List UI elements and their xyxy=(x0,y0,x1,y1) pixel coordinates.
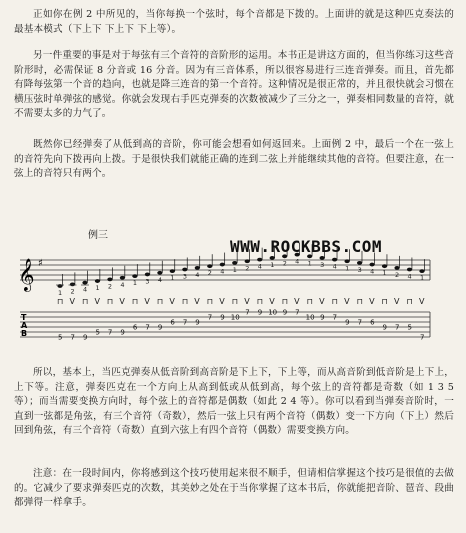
treble-clef-icon: 𝄞 xyxy=(18,258,35,291)
note-head xyxy=(419,269,424,273)
fingering-number: 2 xyxy=(107,282,113,291)
fingering-number: 1 xyxy=(95,284,100,293)
paragraph-2: 另一件重要的事是对于每弦有三个音符的音阶形的运用。本书正是讲这方面的，但当你练习这些音阶形时，必需保证 8 分音或 16 分音。因为有三音体系，所以很容易进行三连音弹奏。而且，首先都有降每弦第一个音的趋向，也就是降三连音的第一个音符。这种情况是很正常的，并且很快就会习惯在横压弦时单弹弦的感觉。你就会发现右手匹克弹奏的次数被减少了三分之一，弹奏相同数量的音符，就不需要太多的力气了。 xyxy=(14,50,454,120)
note-head xyxy=(369,263,374,267)
tab-number: 9 xyxy=(157,323,163,332)
fingering-number: 3 xyxy=(357,265,362,274)
pick-direction-group xyxy=(57,297,425,306)
fingering-number: 3 xyxy=(145,277,150,286)
pick-down-icon: ⊓ xyxy=(381,297,388,306)
note-head xyxy=(95,279,100,283)
pick-up-icon: V xyxy=(319,297,325,306)
fingering-number: 1 xyxy=(382,269,387,278)
fingering-number: 4 xyxy=(195,270,200,279)
fingering-number: 1 xyxy=(420,274,425,283)
sharp-icon: ♯ xyxy=(38,258,43,269)
tab-letter-b: B xyxy=(21,329,28,338)
tab-number: 7 xyxy=(357,318,363,327)
note-head xyxy=(195,266,200,270)
pick-down-icon: ⊓ xyxy=(281,297,288,306)
tab-number: 9 xyxy=(195,318,200,327)
tab-staff xyxy=(20,312,430,337)
fingering-number: 4 xyxy=(157,275,163,284)
fingering-number: 2 xyxy=(207,269,212,278)
pick-up-icon: V xyxy=(119,297,125,306)
pick-up-icon: V xyxy=(269,297,275,306)
tab-number: 5 xyxy=(58,333,63,342)
fingering-number: 1 xyxy=(170,274,175,283)
fingering-number: 4 xyxy=(295,257,300,266)
pick-down-icon: ⊓ xyxy=(57,297,64,306)
tab-number: 6 xyxy=(170,318,175,327)
pick-down-icon: ⊓ xyxy=(106,297,114,306)
pick-down-icon: ⊓ xyxy=(206,297,214,306)
fingering-number: 1 xyxy=(232,265,237,274)
note-head xyxy=(320,256,325,260)
fingering-number: 1 xyxy=(270,260,275,269)
tab-letter-t: T xyxy=(21,313,27,322)
pick-down-icon: ⊓ xyxy=(406,297,413,306)
pick-up-icon: V xyxy=(244,297,250,306)
fingering-number: 2 xyxy=(245,264,250,273)
tab-number: 9 xyxy=(282,308,288,317)
tab-number: 7 xyxy=(332,313,338,322)
note-head xyxy=(232,261,237,265)
pick-up-icon: V xyxy=(69,297,75,306)
paragraph-5: 注意：在一段时间内，你将感到这个技巧使用起来很不顺手，但请相信掌握这个技巧是很值的去做的。它减少了要求弹奏匹克的次数，其美妙之处在于当你掌握了这本书后，你就能把音阶、琶音、段曲都弹得一样拿手。 xyxy=(14,468,454,509)
note-head xyxy=(145,273,150,277)
pick-up-icon: V xyxy=(344,297,350,306)
fingering-number: 4 xyxy=(370,267,375,276)
note-head xyxy=(207,264,212,268)
tab-number: 6 xyxy=(132,323,138,332)
note-head xyxy=(70,282,75,286)
tab-number: 7 xyxy=(295,308,300,317)
tab-number: 7 xyxy=(395,323,400,332)
note-head xyxy=(182,268,187,272)
tab-number: 9 xyxy=(345,318,350,327)
pick-down-icon: ⊓ xyxy=(256,297,263,306)
note-head xyxy=(357,261,362,265)
tab-numbers-group xyxy=(58,309,424,342)
tab-number: 9 xyxy=(257,308,263,317)
fingering-number: 3 xyxy=(182,272,187,281)
pick-up-icon: V xyxy=(194,297,200,306)
fingering-number: 1 xyxy=(307,259,312,268)
note-head xyxy=(257,258,262,262)
pick-down-icon: ⊓ xyxy=(131,297,139,306)
tab-number: 5 xyxy=(407,323,412,332)
note-head xyxy=(345,259,350,263)
fingering-number: 4 xyxy=(407,272,412,281)
tab-number: 10 xyxy=(305,313,315,322)
tab-number: 9 xyxy=(120,328,125,337)
note-head xyxy=(157,271,162,275)
note-head xyxy=(332,258,337,262)
tab-number: 10 xyxy=(268,308,278,317)
pick-up-icon: V xyxy=(394,297,400,306)
note-head xyxy=(170,269,175,273)
tab-number: 5 xyxy=(95,328,100,337)
tab-number: 7 xyxy=(70,333,75,342)
fingering-number: 2 xyxy=(70,287,75,296)
fingering-number: 4 xyxy=(120,280,125,289)
pick-up-icon: V xyxy=(294,297,300,306)
tab-number: 7 xyxy=(182,318,188,327)
note-head xyxy=(245,259,250,263)
tab-number: 9 xyxy=(82,333,88,342)
note-head xyxy=(82,281,87,285)
fingering-group xyxy=(58,258,424,297)
paragraph-1: 正如你在例 2 中所见的，当你每换一个弦时，每个音都是下拨的。上面讲的就是这种匹克奏法的最基本模式（下上下 下上下 下上等）。 xyxy=(14,9,454,35)
paragraph-4: 所以，基本上，当匹克弹奏从低音阶到高音阶是下上下，下上等，而从高音阶到低音阶是上下上，上下等。注意，弹奏匹克在一个方向上从高到低或从低到高，每个弦上的音符都是奇数（如 1 3 5 等）；而当需要变换方向时，每个弦上的音符都是偶数（如此 2 4 等）。你可以看到当弹奏音阶时，一直到一弦都是角弦，有三个音符（奇数），然后一弦上只有两个音符（偶数）变一下方向（下上）然后回到角弦，有三个音符（奇数）直到六弦上有四个音符（偶数）需要变换方向。 xyxy=(14,367,454,437)
fingering-number: 1 xyxy=(345,264,350,273)
pick-down-icon: ⊓ xyxy=(231,297,239,306)
note-head xyxy=(382,264,387,268)
tab-number: 7 xyxy=(145,323,150,332)
note-head xyxy=(407,268,412,272)
fingering-number: 4 xyxy=(220,267,225,276)
watermark: WWW.ROCKBBS.COM xyxy=(230,237,382,256)
note-head xyxy=(220,263,225,267)
fingering-number: 2 xyxy=(395,270,400,279)
note-head xyxy=(270,256,275,260)
fingering-number: 4 xyxy=(332,262,337,271)
example-label: 例三 xyxy=(88,230,108,241)
fingering-number: 2 xyxy=(282,259,287,268)
tab-number: 7 xyxy=(107,328,113,337)
fingering-number: 1 xyxy=(58,289,63,297)
note-head xyxy=(107,278,112,282)
fingering-number: 4 xyxy=(82,285,88,294)
pick-up-icon: V xyxy=(419,297,425,306)
note-head xyxy=(132,274,137,278)
tab-number: 9 xyxy=(220,313,225,322)
pick-down-icon: ⊓ xyxy=(81,297,89,306)
tab-number: 9 xyxy=(382,323,388,332)
note-head xyxy=(394,266,399,270)
tab-number: 9 xyxy=(320,313,325,322)
tab-number: 7 xyxy=(245,308,250,317)
tab-number: 7 xyxy=(420,333,425,342)
pick-up-icon: V xyxy=(94,297,100,306)
pick-down-icon: ⊓ xyxy=(181,297,189,306)
fingering-number: 3 xyxy=(320,260,325,269)
pick-up-icon: V xyxy=(169,297,175,306)
pick-up-icon: V xyxy=(219,297,225,306)
tab-number: 6 xyxy=(370,318,375,327)
pick-down-icon: ⊓ xyxy=(306,297,313,306)
pick-down-icon: ⊓ xyxy=(356,297,363,306)
note-head xyxy=(120,276,125,280)
tab-number: 7 xyxy=(207,313,213,322)
tab-number: 10 xyxy=(230,313,240,322)
paragraph-3: 既然你已经弹奏了从低到高的音阶，你可能会想看如何返回来。上面例 2 中，最后一个在一弦上的音符先向下拨再向上拨。于是很快我们就能正确的连到二弦上并能继续其他的音符。但要注意，在一弦上的音符只有两个。 xyxy=(14,139,454,180)
fingering-number: 1 xyxy=(132,279,138,288)
pick-down-icon: ⊓ xyxy=(331,297,338,306)
tab-letter-a: A xyxy=(21,321,28,330)
pick-up-icon: V xyxy=(369,297,375,306)
pick-down-icon: ⊓ xyxy=(156,297,164,306)
pick-up-icon: V xyxy=(144,297,150,306)
fingering-number: 4 xyxy=(257,262,262,271)
